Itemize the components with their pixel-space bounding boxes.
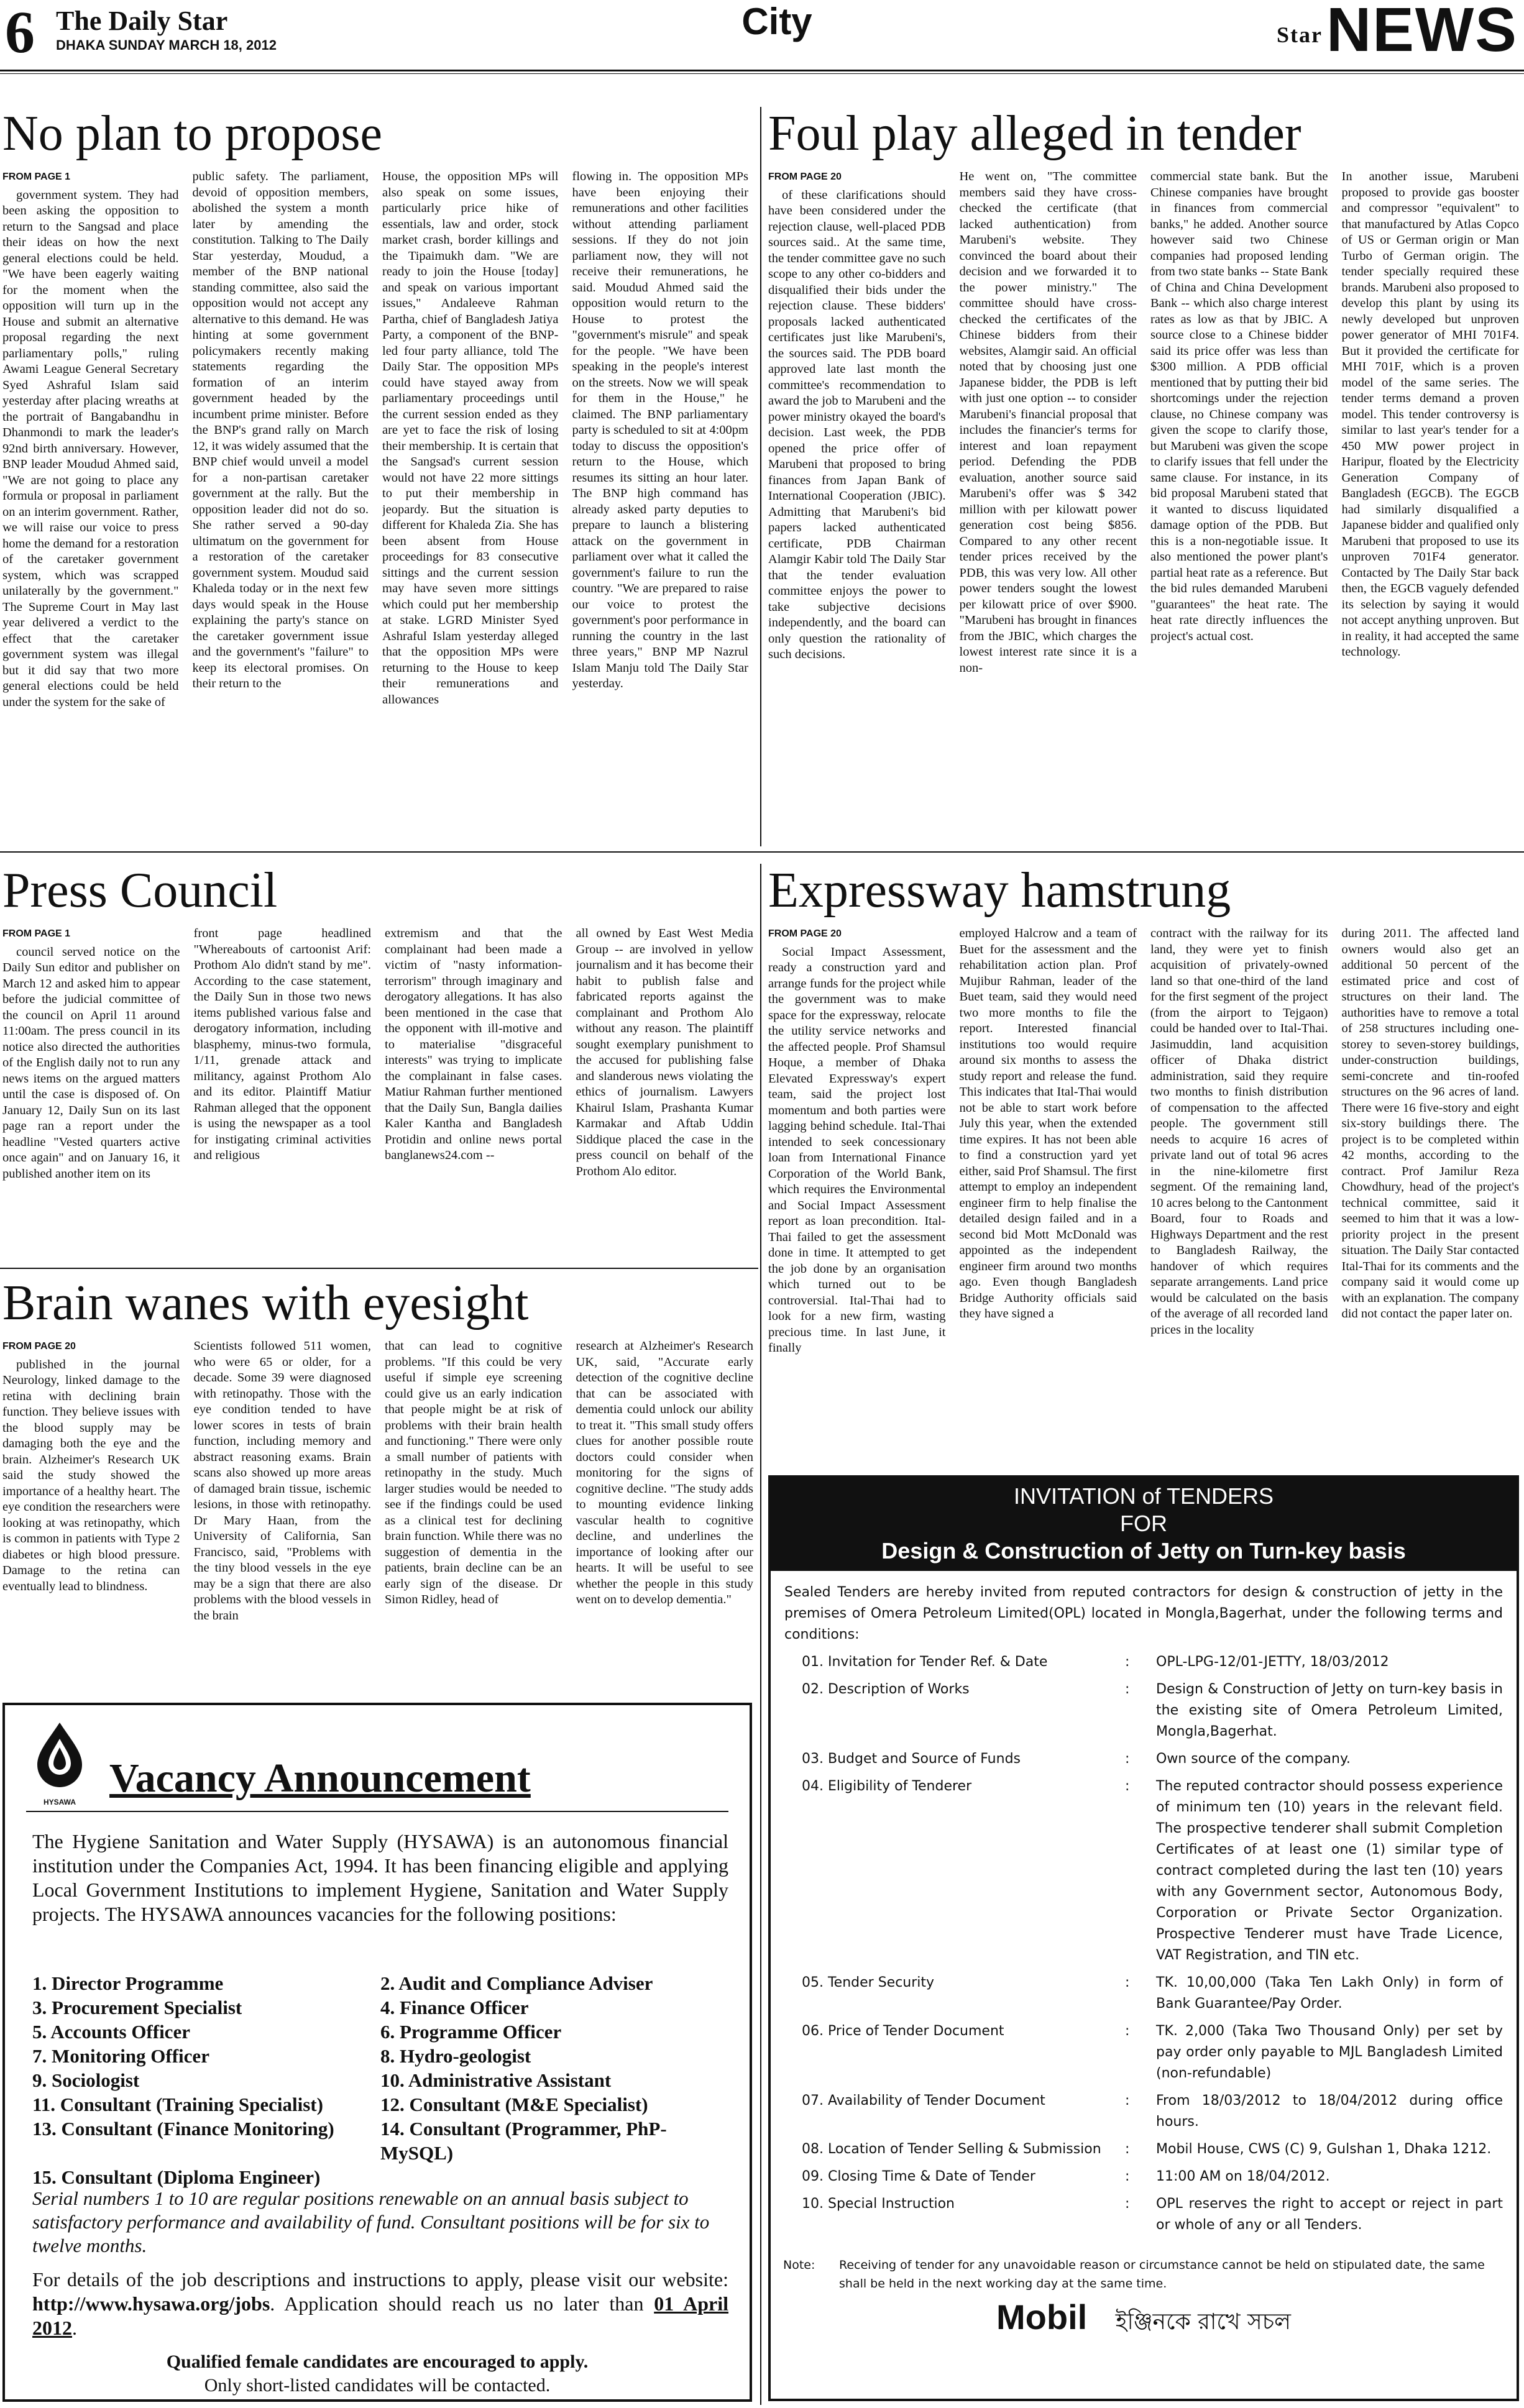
vacancy-intro: The Hygiene Sanitation and Water Supply (HYSAWA) is an autonomous financial institution under the Companies Act, 1994. It has been financing eligible and applying Local Government Institutions to implement Hygiene, Sanitation and Water Supply projects. The HYSAWA announces vacancies for the following positions: xyxy=(32,1830,728,1925)
tender-term-row xyxy=(771,2139,1517,2160)
tender-term-colon: : xyxy=(1125,2023,1130,2039)
tender-term-value: OPL-LPG-12/01-JETTY, 18/03/2012 xyxy=(1156,1654,1389,1670)
headline-brain: Brain wanes with eyesight xyxy=(2,1276,529,1330)
tender-intro: Sealed Tenders are hereby invited from reputed contractors for design & construction of jetty in the premises of Omera Petroleum Limited(OPL) located in Mongla,Bagerhat, under the following terms and conditions: xyxy=(784,1585,1503,1642)
article-column xyxy=(1150,926,1328,1467)
article-press-council xyxy=(2,926,753,1261)
article-text: Social Impact Assessment, ready a construction yard and arrange funds for the project while the government was to make space for the expressway, relocate the utility service networks and the affected people. Prof Shamsul Hoque, a member of Dhaka Elevated Expressway's expert team, said the project lost momentum and both parties were lagging behind schedule. Ital-Thai intended to seek concessionary loan from International Finance Corporation of the World Bank, which requires the Environmental and Social Impact Assessment report as loan precondition. Ital-Thai failed to get the assessment done in time. It attempted to get the job done by an organisation which turned out to be controversial. Ital-Thai had to look for a new firm, wasting precious time. In last June, it finally xyxy=(768,945,946,1355)
tender-term-value: TK. 2,000 (Taka Two Thousand Only) per set by pay order only payable to MJL Bangladesh Limited (non-refundable) xyxy=(1156,2023,1503,2081)
article-text: House, the opposition MPs will also speak on some issues, particularly price hike of essentials, law and order, stock market crash, border killings and the Tipaimukh dam. "We are ready to join the House [today] and speak on various important issues," Andaleeve Rahman Partha, chief of Bangladesh Jatiya Party, a component of the BNP-led four party alliance, told The Daily Star. The opposition MPs could have stayed away from parliamentary proceedings until the current session ended as they are yet to face the risk of losing their membership. It is certain that the Sangsad's current session would not have 22 more sittings to put their membership in jeopardy. But the situation is different for Khaleda Zia. She has been absent from House proceedings for 83 consecutive sittings and the current session may have seven more sittings which could put her membership at stake. LGRD Minister Syed Ashraful Islam yesterday alleged that the opposition MPs were returning to the House to keep their remunerations and allowances xyxy=(382,170,559,707)
tender-term-label: 05. Tender Security xyxy=(802,1975,935,1990)
article-text: of these clarifications should have been considered under the rejection clause, well-placed PDB sources said.. At the same time, the tender committee gave no such scope to any other co-bidders and disqualified their bids under the rejection clause. These bidders' proposals lacked authenticated certificates just like Marubeni's, the sources said. The PDB board approved late last month the committee's recommendation to award the job to Marubeni and the power ministry okayed the board's decision. Last week, the PDB opened the price offer of Marubeni that proposed to bring finances from Japan Bank of International Cooperation (JBIC). Admitting that Marubeni's bid papers lacked authenticated certificate, PDB Chairman Alamgir Kabir told The Daily Star that the tender evaluation committee enjoys the power to take subjective decisions independently, and the board can only question the rationality of such decisions. xyxy=(768,188,946,661)
tender-term-value: OPL reserves the right to accept or reject in part or whole of any or all Tenders. xyxy=(1156,2196,1503,2233)
jump-label: FROM PAGE 1 xyxy=(2,928,71,939)
tender-term-row xyxy=(771,2090,1517,2133)
tender-term-label: 07. Availability of Tender Document xyxy=(802,2093,1045,2108)
article-text: extremism and that the complainant had been made a victim of "nasty information-terrorism" through imaginary and derogatory allegations. It has also been mentioned in the case that the opponent with ill-motive and to materialise "disgraceful interests" was trying to implicate the complainant in false cases. Matiur Rahman further mentioned that the Daily Sun, Bangla dailies Kaler Kantha and Bangladesh Protidin and online news portal banglanews24.com -- xyxy=(385,927,562,1162)
vacancy-position: 9. Sociologist xyxy=(32,2069,140,2091)
headline-no-plan: No plan to propose xyxy=(2,106,383,161)
article-column xyxy=(960,169,1137,843)
mobil-tagline: ইঞ্জিনকে রাখে সচল xyxy=(1115,2309,1291,2335)
masthead xyxy=(0,0,1524,75)
article-expressway xyxy=(768,926,1519,1467)
deadline: 01 April 2012 xyxy=(32,2292,729,2339)
article-column xyxy=(1150,169,1328,843)
tender-terms xyxy=(771,1652,1517,2236)
tender-term-value: Design & Construction of Jetty on turn-key basis in the existing site of Omera Petroleum Limited, Mongla,Bagerhat. xyxy=(1156,1682,1503,1739)
jump-label: FROM PAGE 20 xyxy=(768,928,842,939)
vacancy-position: 10. Administrative Assistant xyxy=(380,2069,612,2091)
article-column xyxy=(385,1339,562,1665)
vacancy-position: 12. Consultant (M&E Specialist) xyxy=(380,2094,648,2115)
section-rule xyxy=(0,1268,758,1269)
article-column xyxy=(2,1339,180,1665)
vacancy-position: 14. Consultant (Programmer, PhP-MySQL) xyxy=(380,2118,667,2164)
article-text: public safety. The parliament, devoid of opposition members, abolished the system a month later by amending the constitution. Talking to The Daily Star yesterday, Moudud, a member of the BNP national standing committee, also said the opposition would not accept any alternative to this demand. He was hinting at some government policymakers recently making statements regarding the formation of an interim government headed by the incumbent prime minister. Before the BNP's grand rally on March 12, it was widely assumed that the BNP chief would unveil a model for a non-partisan caretaker government at the rally. But the opposition leader did not do so. She rather served a 90-day ultimatum on the government for a restoration of the caretaker government system. Moudud said Khaleda today or in the next few days would speak in the House explaining the party's stance on the caretaker government issue and the government's "failure" to keep its electoral promises. On their return to the xyxy=(192,170,369,690)
vacancy-title-rule xyxy=(26,1811,728,1812)
vacancy-position: 2. Audit and Compliance Adviser xyxy=(380,1972,653,1994)
tender-term-colon: : xyxy=(1125,2141,1130,2157)
article-column xyxy=(1342,169,1520,843)
article-column xyxy=(2,926,180,1261)
issue-date: DHAKA SUNDAY MARCH 18, 2012 xyxy=(56,37,277,53)
article-text: In another issue, Marubeni proposed to provide gas booster and compressor "equivalent" to that manufactured by Atlas Copco of US or German origin or Man Turbo of German origin. The tender specially required these brands. Marubeni also proposed to develop this plant by using its newly developed but unproven power generator of MHI 701F4. But it provided the certificate for MHI 701F, which is a proven model of the same series. The tender terms demand a proven model. This tender controversy is similar to last year's tender for a 450 MW power project in Haripur, floated by the Electricity Generation Company of Bangladesh (EGCB). The EGCB had similarly disqualified a Japanese bidder and qualified only Marubeni that proposed to use its unproven 701F4 generator. Contacted by The Daily Star back then, the EGCB vaguely defended its selection by saying it would not accept anything unproven. But in reality, it had accepted the same technology. xyxy=(1341,170,1519,659)
tender-term-label: 10. Special Instruction xyxy=(802,2196,955,2212)
tender-term-colon: : xyxy=(1125,2196,1130,2212)
vacancy-position: 4. Finance Officer xyxy=(380,1997,529,2018)
article-column xyxy=(194,926,372,1261)
headline-press-council: Press Council xyxy=(2,863,278,918)
article-text: employed Halcrow and a team of Buet for the assessment and the rehabilitation action plan. Prof Mujibur Rahman, leader of the Buet team, said they would need two more months to file the report. Interested financial institutions too would require around six months to assess the study report and release the fund. This indicates that Ital-Thai would not be able to start work before July this year, when the extended time expires. It has not been able to find a construction yard yet either, said Prof Shamsul. The first attempt to employ an independent engineer firm to help finalise the detailed design failed and in a second bid Mott McDonald was appointed as the independent engineer firm around two months ago. Even though Bangladesh Bridge Authority officials said they have signed a xyxy=(959,927,1137,1321)
headline-foul-play: Foul play alleged in tender xyxy=(768,106,1301,161)
hysawa-drop-icon xyxy=(29,1720,91,1795)
brand-prefix: Star xyxy=(1277,22,1323,47)
column-divider xyxy=(760,107,761,846)
tender-header xyxy=(771,1478,1517,1571)
article-column xyxy=(572,169,749,843)
tender-advertisement xyxy=(768,1475,1519,2401)
tender-term-row xyxy=(771,1652,1517,1673)
mobil-logo xyxy=(771,2297,1517,2342)
tender-term-row xyxy=(771,2021,1517,2084)
tender-term-value: Mobil House, CWS (C) 9, Gulshan 1, Dhaka 1212. xyxy=(1156,2141,1492,2157)
vacancy-position: 15. Consultant (Diploma Engineer) xyxy=(32,2166,321,2188)
vacancy-position: 6. Programme Officer xyxy=(380,2021,562,2043)
headline-expressway: Expressway hamstrung xyxy=(768,863,1231,918)
tender-term-label: 06. Price of Tender Document xyxy=(802,2023,1004,2039)
tender-term-label: 01. Invitation for Tender Ref. & Date xyxy=(802,1654,1048,1670)
tender-term-label: 08. Location of Tender Selling & Submission xyxy=(802,2141,1101,2157)
website-link[interactable]: http://www.hysawa.org/jobs xyxy=(32,2292,270,2315)
jump-label: FROM PAGE 20 xyxy=(768,172,842,182)
article-text: council served notice on the Daily Sun editor and publisher on March 12 and asked him to appear before the judicial committee of the council on April 11 around 11:00am. The press council in its notice also directed the authorities of the English daily not to run any news items on the argued matters until the case is disposed of. On January 12, Daily Sun on its last page ran a report under the headline "Vested quarters active once again" and on January 16, it published another item on its xyxy=(2,945,180,1181)
article-column xyxy=(2,169,179,843)
tender-term-colon: : xyxy=(1125,1975,1130,1990)
article-text: during 2011. The affected land owners would also get an additional 50 percent of the estimated price and cost of structures on their land. The authorities have to remove a total of 258 structures including one-storey to seven-storey buildings, under-construction buildings, semi-concrete and tin-roofed structures on the 96 acres of land. There were 16 five-story and eight six-story buildings there. The project is to be completed within 42 months, according to the contract. Prof Jamilur Reza Chowdhury, head of the project's technical committee, said it seemed to him that it was a low-priority project in the present situation. The Daily Star contacted Ital-Thai for its comments and the company said it would come up with an explanation. The company did not contact the paper later on. xyxy=(1341,927,1519,1321)
article-text: all owned by East West Media Group -- are involved in yellow journalism and it has become their habit to publish false and fabricated reports against the complainant and Prothom Alo without any reason. The plaintiff sought exemplary punishment to the accused for publishing false and slanderous news violating the ethics of journalism. Lawyers Khairul Islam, Prashanta Kumar Karmakar and Aftab Uddin Siddique placed the case in the press council on behalf of the Prothom Alo editor. xyxy=(576,927,753,1178)
tender-term-row xyxy=(771,1972,1517,2015)
tender-term-label: 03. Budget and Source of Funds xyxy=(802,1751,1021,1767)
section-title: City xyxy=(741,1,812,42)
tender-term-label: 04. Eligibility of Tenderer xyxy=(802,1779,972,1794)
tender-term-row xyxy=(771,2166,1517,2187)
tender-term-value: From 18/03/2012 to 18/04/2012 during office hours. xyxy=(1156,2093,1503,2130)
section-rule xyxy=(0,851,1524,853)
details-text: . xyxy=(72,2317,77,2339)
tender-term-colon: : xyxy=(1125,2093,1130,2108)
article-text: published in the journal Neurology, linked damage to the retina with declining brain function. They believe issues with the blood supply may be damaging both the eye and the brain. Alzheimer's Research UK said the study showed the importance of a healthy heart. The eye condition the researchers were looking at was retinopathy, which is common in patients with Type 2 diabetes or high blood pressure. Damage to the retina can eventually lead to blindness. xyxy=(2,1357,180,1593)
tender-term-row xyxy=(771,1776,1517,1966)
tender-term-row xyxy=(771,2194,1517,2236)
article-text: contract with the railway for its land, they were yet to finish acquisition of privately-owned land so that one-third of the land for the first segment of the project (from the airport to Tejgaon) could be handed over to Ital-Thai. Jasimuddin, land acquisition officer of Dhaka district administration, said they require two months to finish distribution of compensation to the affected people. The government still needs to acquire 16 acres of private land out of total 96 acres in the nine-kilometre first segment. Of the remaining land, 10 acres belong to the Cantonment Board, four to Roads and Highways Department and the rest to Bangladesh Railway, the handover of which requires separate arrangements. Land price would be calculated on the basis of the average of all recorded land prices in the locality xyxy=(1150,927,1328,1337)
article-column xyxy=(385,926,562,1261)
jump-label: FROM PAGE 1 xyxy=(2,172,71,182)
tender-term-row xyxy=(771,1679,1517,1742)
article-column xyxy=(768,169,946,843)
tender-term-value: TK. 10,00,000 (Taka Ten Lakh Only) in form of Bank Guarantee/Pay Order. xyxy=(1156,1975,1503,2012)
tender-term-colon: : xyxy=(1125,2169,1130,2184)
vacancy-title: Vacancy Announcement xyxy=(109,1756,531,1801)
vacancy-position: 11. Consultant (Training Specialist) xyxy=(32,2094,323,2115)
article-text: government system. They had been asking the opposition to return to the Sangsad and place their ideas on how the next general elections could be held. "We have been eagerly waiting for the moment when the opposition will turn up in the House and submit an alternative proposal regarding the next parliamentary polls," ruling Awami League General Secretary Syed Ashraful Islam said yesterday after placing wreaths at the portrait of Bangabandhu in Dhanmondi to mark the leader's 92nd birth anniversary. However, BNP leader Moudud Ahmed said, "We are not going to place any formula or proposal in parliament on an interim government. Rather, we will raise our voice to press home the demand for a restoration of the caretaker government system, which was scrapped unilaterally by the government." The Supreme Court in May last year delivered a verdict to the effect that the caretaker government system was illegal but it did say that two more general elections could be held under the system for the sake of xyxy=(2,188,179,709)
article-text: He went on, "The committee members said they have cross-checked the certificate (that lacked authentication) from Marubeni's website. They convinced the board about their decision and we forwarded it to the power ministry." The committee should have cross-checked the certificates of the Chinese bidders from their websites, Alamgir said. An official noted that by choosing just one Japanese bidder, the PDB is left with just one option -- to consider Marubeni's financial proposal that includes the financier's terms for interest and loan repayment period. Defending the PDB evaluation, another source said Marubeni's offer was $ 342 million with per kilowatt power generation cost being $856. Compared to any other recent tender prices received by the PDB, this was very low. All other power tenders sought the lowest per kilowatt price of over $900. "Marubeni has brought in finances from the JBIC, which charges the lowest interest rate since it is a non- xyxy=(959,170,1137,675)
brand-label: NEWS xyxy=(1326,0,1518,65)
article-text: flowing in. The opposition MPs have been enjoying their remunerations and other facilities without attending parliament sessions. If they do not join parliament now, they will not receive their remunerations, he said. Moudud Ahmed said the opposition would return to the House to protest the "government's misrule" and speak for the people. "We have been speaking in the people's interest on the streets. Now we will speak for them in the House," he claimed. The BNP parliamentary party is scheduled to sit at 4:00pm today to discuss the opposition's return to the House, which resumes its sitting an hour later. The BNP high command has already asked party deputies to prepare to launch a blistering attack on the government in parliament over what it called the government's failure to run the country. "We are prepared to raise our voice to protest the government's poor performance in running the country in the last three years," BNP MP Nazrul Islam Manju told The Daily Star yesterday. xyxy=(572,170,748,690)
details-text: For details of the job descriptions and instructions to apply, please visit our website: xyxy=(32,2268,728,2291)
tender-title-3: Design & Construction of Jetty on Turn-key basis xyxy=(881,1538,1406,1563)
article-column xyxy=(576,926,754,1261)
article-column xyxy=(1342,926,1520,1467)
vacancy-details xyxy=(32,2268,728,2340)
female-candidates-note: Qualified female candidates are encouraged to apply. xyxy=(166,2351,589,2372)
tender-title-2: FOR xyxy=(1120,1511,1167,1536)
tender-term-value: Own source of the company. xyxy=(1156,1751,1351,1767)
tender-term-row xyxy=(771,1749,1517,1770)
tender-title-1: INVITATION of TENDERS xyxy=(1013,1483,1274,1509)
article-column xyxy=(960,926,1137,1467)
article-column xyxy=(194,1339,372,1665)
article-text: that can lead to cognitive problems. "If this could be very useful if simple eye screening could give us an early indication that people might be at risk of problems with their brain health and functioning." There were only a small number of patients with retinopathy in the study. Much larger studies would be needed to see if the findings could be used as a clinical test for declining brain function. While there was no suggestion of dementia in the patients, brain decline can be an early sign of the disease. Dr Simon Ridley, head of xyxy=(385,1339,562,1606)
vacancy-position: 5. Accounts Officer xyxy=(32,2021,190,2043)
tender-note-text: Receiving of tender for any unavoidable reason or circumstance cannot be held on stipulated date, the same shall be held in the next working day at the same time. xyxy=(839,2258,1485,2291)
article-brain xyxy=(2,1339,753,1665)
vacancy-advertisement xyxy=(2,1703,752,2402)
shortlist-note: Only short-listed candidates will be contacted. xyxy=(204,2375,551,2396)
vacancy-position: 3. Procurement Specialist xyxy=(32,1997,242,2018)
article-column xyxy=(768,926,946,1467)
column-divider xyxy=(760,864,761,2405)
vacancy-position: 1. Director Programme xyxy=(32,1972,224,1994)
vacancy-position: 13. Consultant (Finance Monitoring) xyxy=(32,2118,334,2140)
page-number: 6 xyxy=(5,0,35,65)
article-text: Scientists followed 511 women, who were 65 or older, for a decade. Some 39 were diagnosed with retinopathy. Those with the eye condition tended to have lower scores in tests of brain function, including memory and abstract reasoning exams. Brain scans also showed up more areas of damaged brain tissue, ischemic lesions, in those with retinopathy. Dr Mary Haan, from the University of California, San Francisco, said, "Problems with the tiny blood vessels in the eye may be a sign that there are also problems with the blood vessels in the brain xyxy=(193,1339,371,1623)
section-brand xyxy=(1277,0,1518,65)
masthead-rule xyxy=(0,70,1524,71)
jump-label: FROM PAGE 20 xyxy=(2,1341,76,1352)
vacancy-position: 8. Hydro-geologist xyxy=(380,2045,531,2067)
vacancy-serial-note: Serial numbers 1 to 10 are regular positions renewable on an annual basis subject to satisfactory performance and availability of fund. Consultant positions will be for six to twelve months. xyxy=(32,2187,710,2256)
tender-term-label: 02. Description of Works xyxy=(802,1682,970,1697)
article-text: research at Alzheimer's Research UK, said, "Accurate early detection of the cognitive decline that can be associated with dementia could unlock our ability to treat it. "This small study offers clues for another possible route doctors could consider when monitoring for the signs of cognitive decline. "The study adds to mounting evidence linking vascular health to cognitive decline, and underlines the importance of looking after our hearts. It will be useful to see whether the people in this study went on to develop dementia." xyxy=(576,1339,753,1606)
article-column xyxy=(576,1339,754,1665)
tender-term-colon: : xyxy=(1125,1654,1130,1670)
hysawa-logo-label: HYSAWA xyxy=(43,1798,76,1806)
details-text: . Application should reach us no later than xyxy=(270,2292,654,2315)
hysawa-logo xyxy=(29,1720,91,1806)
paper-name: The Daily Star xyxy=(56,6,228,36)
article-column xyxy=(382,169,559,843)
tender-term-value: 11:00 AM on 18/04/2012. xyxy=(1156,2169,1330,2184)
tender-note-label: Note: xyxy=(783,2258,815,2272)
tender-note xyxy=(771,2242,1517,2293)
masthead-rule-thin xyxy=(0,73,1524,74)
tender-term-colon: : xyxy=(1125,1779,1130,1794)
article-column xyxy=(193,169,369,843)
tender-term-colon: : xyxy=(1125,1682,1130,1697)
article-foul-play xyxy=(768,169,1519,843)
vacancy-positions xyxy=(32,1971,728,2189)
tender-term-value: The reputed contractor should possess experience of minimum ten (10) years in the relevant field. The prospective tenderer shall submit Completion Certificates of at least one (1) similar type of contract completed during the last ten (10) years with any Government sector, Autonomous Body, Corporation or Private Sector Organization. Prospective Tenderer must have Trade Licence, VAT Registration, and TIN etc. xyxy=(1156,1779,1503,1963)
tender-term-label: 09. Closing Time & Date of Tender xyxy=(802,2169,1035,2184)
tender-term-colon: : xyxy=(1125,1751,1130,1767)
article-no-plan xyxy=(2,169,748,843)
article-text: commercial state bank. But the Chinese companies have brought in finances from commercial banks," he added. Another source however said two Chinese companies had proposed lending from two state banks -- State Bank of China and China Development Bank -- which also charge interest rates as low as that by JBIC. A source close to a Chinese bidder said its price offer was less than $300 million. A PDB official mentioned that by putting their bid shortcomings under the rejection clause, no Chinese company was given the scope to clarify those, but Marubeni was given the scope to clarify issues that fell under the same clause. For instance, in its bid proposal Marubeni stated that it wanted to discuss liquidated damage option of the PDB. But this is a non-negotiable issue. It also mentioned the power plant's partial heat rate as a reference. But the bid rules demanded Marubeni "guarantees" the heat rate. The heat rate directly influences the project's actual cost. xyxy=(1150,170,1328,643)
mobil-logo-text: Mobil xyxy=(996,2297,1088,2337)
article-text: front page headlined "Whereabouts of cartoonist Arif: Prothom Alo didn't stand by me". According to the case statement, the Daily Sun in those two news items published various false and derogatory information, including blasphemy, minus-two formula, 1/11, grenade attack and militancy, against Prothom Alo and its editor. Plaintiff Matiur Rahman alleged that the opponent is using the newspaper as a tool for instigating criminal activities and religious xyxy=(193,927,371,1162)
vacancy-position: 7. Monitoring Officer xyxy=(32,2045,209,2067)
